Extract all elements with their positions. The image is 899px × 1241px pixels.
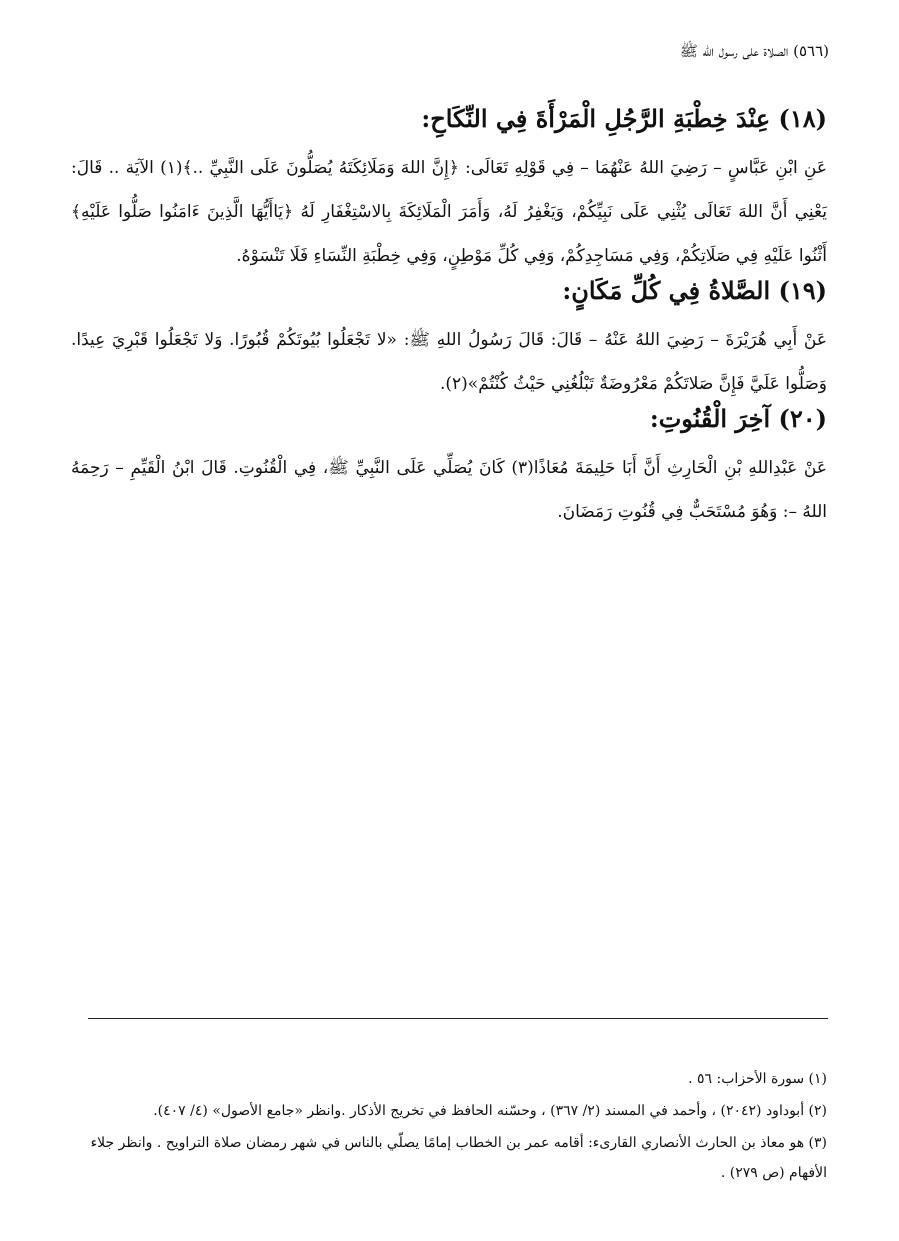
footnote-divider bbox=[88, 1018, 828, 1019]
section-19-title: (١٩) الصَّلاةُ فِي كُلِّ مَكَانٍ: bbox=[562, 276, 827, 305]
footnote-1: (١) سورة الأحزاب: ٥٦ . bbox=[688, 1071, 827, 1087]
section-18-title: (١٨) عِنْدَ خِطْبَةِ الرَّجُلِ الْمَرْأَةَ فِي النِّكَاحِ: bbox=[421, 104, 827, 133]
section-20-body: عَنْ عَبْدِاللهِ بْنِ الْحَارِثِ أَنَّ أَبَا حَلِيمَةَ مُعَاذًا(٣) كَانَ يُصَلِّي عَلَى النَّبِيِّ ﷺ، فِي الْقُنُوتِ. قَالَ ابْنُ الْقَيِّمِ – رَحِمَهُ اللهُ –: وَهُوَ مُسْتَحَبٌّ فِي قُنُوتِ رَمَضَانَ. bbox=[71, 458, 827, 522]
section-18-body: عَنِ ابْنِ عَبَّاسٍ – رَضِيَ اللهُ عَنْهُمَا – فِي قَوْلِهِ تَعَالَى: ﴿إِنَّ اللهَ وَمَلَائِكَتَهُ يُصَلُّونَ عَلَى النَّبِيِّ ..﴾(١) الآيَة .. قَالَ: يَعْنِي أَنَّ اللهَ تَعَالَى يُثْنِي عَلَى نَبِيِّكُمْ، وَيَغْفِرُ لَهُ، وَأَمَرَ الْمَلَائِكَةَ بِالاسْتِغْفَارِ لَهُ ﴿يَاأَيُّهَا الَّذِينَ ءَامَنُوا صَلُّوا عَلَيْهِ﴾ أَثْنُوا عَلَيْهِ فِي صَلَاتِكُمْ، وَفِي مَسَاجِدِكُمْ، وَفِي كُلِّ مَوْطِنٍ، وَفِي خِطْبَةِ النِّسَاءِ فَلَا تَنْسَوْهُ. bbox=[71, 158, 827, 266]
section-20-title: (٢٠) آخِرَ الْقُنُوتِ: bbox=[649, 404, 827, 433]
footnote-3: (٣) هو معاذ بن الحارث الأنصاري القارىء: أقامه عمر بن الخطاب إمامًا يصلّي بالناس في شهر رمضان صلاة التراويح . وانظر جلاء الأفهام (ص ٢٧٩) . bbox=[90, 1135, 827, 1181]
section-19-body: عَنْ أَبِي هُرَيْرَةَ – رَضِيَ اللهُ عَنْهُ – قَالَ: قَالَ رَسُولُ اللهِ ﷺ: «لا تَجْعَلُوا بُيُوتَكُمْ قُبُورًا. وَلا تَجْعَلُوا قَبْرِيَ عِيدًا. وَصَلُّوا عَلَيَّ فَإِنَّ صَلاتَكُمْ مَعْرُوضَةٌ تَبْلُغُنِي حَيْثُ كُنْتُمْ»(٢). bbox=[71, 330, 827, 394]
footnote-2: (٢) أبوداود (٢٠٤٢) ، وأحمد في المسند (٢/ ٣٦٧) ، وحسّنه الحافظ في تخريج الأذكار .وانظر «جامع الأصول» (٤/ ٤٠٧). bbox=[153, 1103, 827, 1119]
running-header: (٥٦٦) الصلاة على رسول الله ﷺ bbox=[679, 42, 829, 60]
